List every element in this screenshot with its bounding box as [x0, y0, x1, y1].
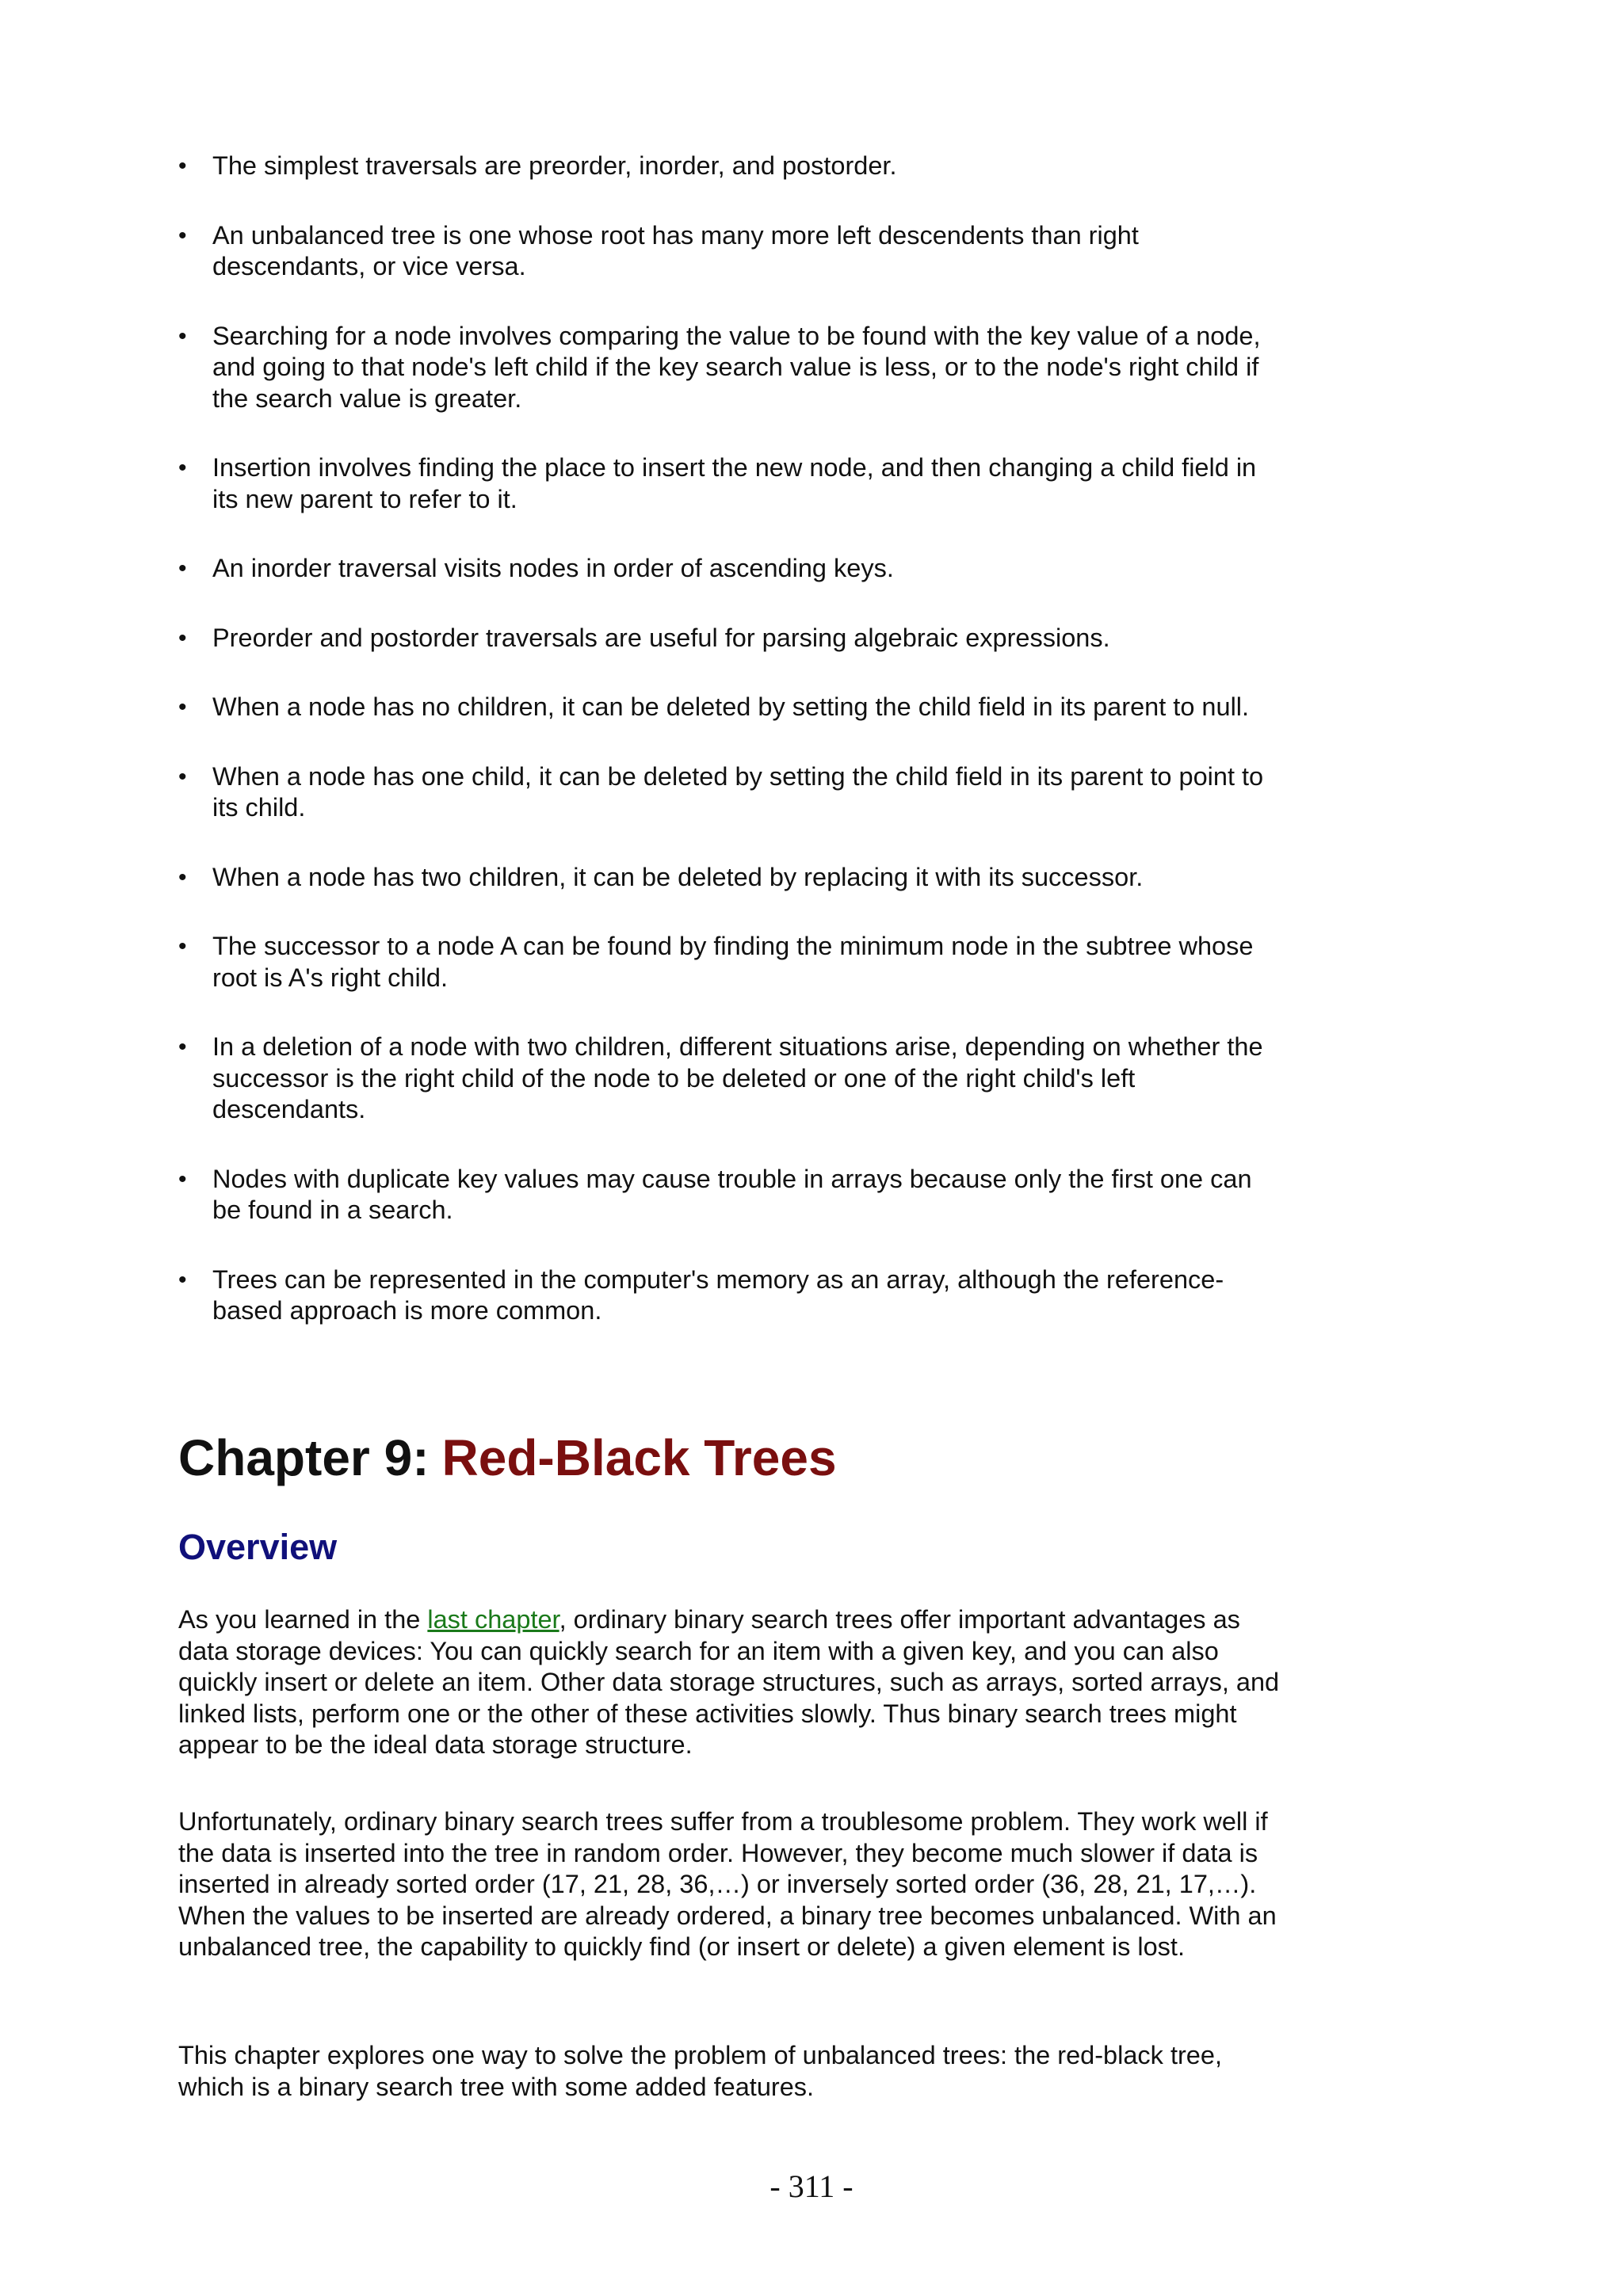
bullet-text: Insertion involves finding the place to insert the new node, and then changing a child field in its new parent to refer to it.	[212, 453, 1257, 513]
bullet-text: Trees can be represented in the computer's memory as an array, although the reference-based approach is more common.	[212, 1264, 1224, 1325]
bullet-dot-icon: •	[178, 1165, 187, 1192]
chapter-name: Red-Black Trees	[441, 1429, 837, 1486]
bullet-item	[178, 220, 1272, 283]
chapter-number: Chapter 9:	[178, 1429, 430, 1486]
bullet-dot-icon: •	[178, 153, 187, 179]
bullet-text: The successor to a node A can be found by finding the minimum node in the subtree whose root is A's right child.	[212, 932, 1254, 992]
last-chapter-link[interactable]: last chapter	[427, 1605, 559, 1634]
bullet-dot-icon: •	[178, 1266, 187, 1293]
bullet-item	[178, 1032, 1272, 1126]
bullet-item	[178, 1164, 1272, 1226]
paragraph-text: As you learned in the	[178, 1605, 428, 1634]
bullet-dot-icon: •	[178, 1034, 187, 1060]
bullet-dot-icon: •	[178, 322, 187, 349]
bullet-text: Preorder and postorder traversals are useful for parsing algebraic expressions.	[212, 623, 1110, 652]
bullet-item	[178, 151, 1272, 182]
bullet-text: In a deletion of a node with two children, different situations arise, depending on whether the successor is the right child of the node to be deleted or one of the right child's left descendants.	[212, 1032, 1263, 1123]
bullet-item	[178, 692, 1272, 723]
overview-paragraph-3: This chapter explores one way to solve the problem of unbalanced trees: the red-black tree, which is a binary search tree with some added features.	[178, 2041, 1222, 2101]
bullet-text: When a node has two children, it can be deleted by replacing it with its successor.	[212, 862, 1144, 891]
bullet-dot-icon: •	[178, 694, 187, 720]
bullet-dot-icon: •	[178, 624, 187, 651]
bullet-text: When a node has no children, it can be deleted by setting the child field in its parent to null.	[212, 692, 1250, 721]
overview-paragraph-1	[178, 1604, 1288, 1761]
bullet-item	[178, 862, 1272, 894]
bullet-item	[178, 321, 1272, 415]
bullet-dot-icon: •	[178, 864, 187, 891]
bullet-dot-icon: •	[178, 455, 187, 481]
bullet-item	[178, 761, 1272, 824]
bullet-dot-icon: •	[178, 555, 187, 582]
bullet-text: The simplest traversals are preorder, inorder, and postorder.	[212, 151, 897, 180]
bullet-item	[178, 931, 1272, 994]
overview-paragraph-2: Unfortunately, ordinary binary search trees suffer from a troublesome problem. They work well if the data is inserted into the tree in random order. However, they become much slower if data is inserted in already sorted order (17, 21, 28, 36,…) or inversely sorted order (36, 28, 21, 17,…). When the values to be inserted are already ordered, a binary tree becomes unbalanced. With an unbalanced tree, the capability to quickly find (or insert or delete) a given element is lost.	[178, 1807, 1277, 1961]
bullet-text: When a node has one child, it can be deleted by setting the child field in its parent to point to its child.	[212, 761, 1264, 822]
paragraph-text: , ordinary binary search trees offer important advantages as data storage devices: You can quickly search for an item with a given key, and you can also quickly insert or delete an item. Other data storage structures, such as arrays, sorted arrays, and linked lists, perform one or the other of these activities slowly. Thus binary search trees might appear to be the ideal data storage structure.	[178, 1605, 1280, 1759]
summary-bullet-list	[178, 151, 1272, 1365]
bullet-dot-icon: •	[178, 763, 187, 790]
bullet-item	[178, 452, 1272, 515]
bullet-text: Searching for a node involves comparing the value to be found with the key value of a node, and going to that node's left child if the key search value is less, or to the node's right child if the search value is greater.	[212, 321, 1261, 413]
bullet-text: An inorder traversal visits nodes in order of ascending keys.	[212, 554, 894, 582]
chapter-title	[178, 1426, 837, 1489]
bullet-dot-icon: •	[178, 222, 187, 249]
bullet-text: An unbalanced tree is one whose root has many more left descendents than right descendants, or vice versa.	[212, 220, 1139, 280]
bullet-item	[178, 1264, 1272, 1327]
page-number: - 311 -	[769, 2168, 854, 2204]
section-heading-overview: Overview	[178, 1527, 338, 1567]
bullet-dot-icon: •	[178, 933, 187, 959]
bullet-item	[178, 553, 1272, 585]
bullet-item	[178, 623, 1272, 654]
bullet-text: Nodes with duplicate key values may cause trouble in arrays because only the first one can be found in a search.	[212, 1164, 1252, 1224]
